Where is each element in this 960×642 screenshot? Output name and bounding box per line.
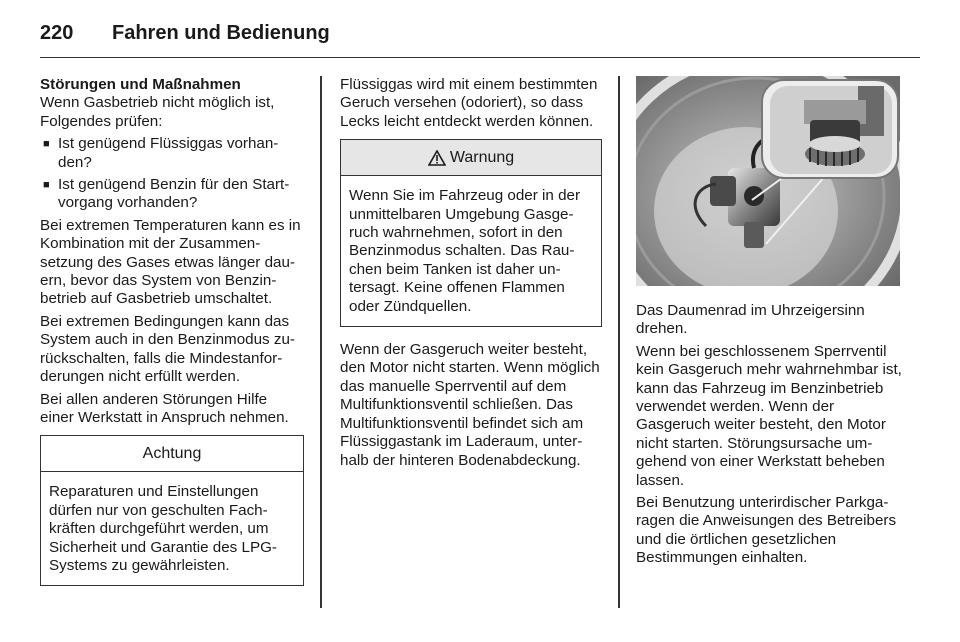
paragraph: Das Daumenrad im Uhrzeigersinn drehen. [636, 302, 865, 338]
column-middle [340, 76, 602, 474]
warning-text: Wenn Sie im Fahrzeug oder in der unmittelbaren Umgebung Gasgeruch wahrnehmen, sofort in den Benzinmodus schalten. Das Rauchen beim Tanken ist daher untersagt. Keine offenen Flammen oder Zündquellen. [349, 187, 581, 315]
page-number: 220 [40, 22, 74, 44]
page-header [40, 14, 920, 58]
warning-box [340, 139, 602, 327]
bullet-square-icon: ■ [43, 179, 50, 192]
valve-illustration [636, 76, 900, 286]
list-item: ■ Ist genügend Flüssiggas vorhanden? [43, 135, 279, 171]
column-right [636, 76, 904, 572]
list-item: ■ Ist genügend Benzin für den Startvorgang vorhanden? [43, 176, 290, 212]
paragraph: Bei allen anderen Störungen Hilfe einer Werkstatt in Anspruch nehmen. [40, 390, 289, 426]
caution-box [40, 435, 304, 586]
intro-text: Wenn Gasbetrieb nicht möglich ist, Folgendes prüfen: [40, 94, 275, 130]
caution-title: Achtung [41, 436, 303, 472]
paragraph: Wenn bei geschlossenem Sperrventil kein Gasgeruch mehr wahrnehmbar ist, kann das Fahrzeug im Benzinbetrieb verwendet werden. Wenn der Gasgeruch weiter besteht, den Motor nicht starten. Störungsursache umgehend von einer Werkstatt beheben lassen. [636, 342, 902, 489]
paragraph: Wenn der Gasgeruch weiter besteht, den Motor nicht starten. Wenn möglich das manuelle Sperrventil auf dem Multifunktionsventil schließen. Das Multifunktionsventil befindet sich am Flüssiggastank im Laderaum, unterhalb der hinteren Bodenabdeckung. [340, 341, 600, 469]
section-heading: Störungen und Maßnahmen [40, 76, 241, 93]
warning-title: Warnung [449, 148, 515, 166]
warning-triangle-icon [428, 150, 446, 166]
bullet-square-icon: ■ [43, 138, 50, 151]
column-left [40, 76, 304, 586]
warning-header [341, 140, 601, 176]
paragraph: Bei extremen Bedingungen kann das System auch in den Benzinmodus zurückschalten, falls die Mindestanforderungen nicht erfüllt werden. [40, 312, 295, 386]
paragraph: Flüssiggas wird mit einem bestimmten Geruch versehen (odoriert), so dass Lecks leicht entdeckt werden können. [340, 76, 598, 130]
paragraph: Bei extremen Temperaturen kann es in Kombination mit der Zusammensetzung des Gases etwas länger dauern, bevor das System von Benzinbetrieb auf Gasbetrieb umschaltet. [40, 216, 301, 308]
column-divider [320, 76, 322, 608]
check-list [40, 135, 304, 213]
caution-text: Reparaturen und Einstellungen dürfen nur von geschulten Fachkräften durchgeführt werden, um Sicherheit und Garantie des LPG-Systems zu gewährleisten. [49, 483, 277, 574]
column-divider [618, 76, 620, 608]
paragraph: Bei Benutzung unterirdischer Parkgaragen die Anweisungen des Betreibers und die örtlichen gesetzlichen Bestimmungen einhalten. [636, 494, 897, 567]
chapter-title: Fahren und Bedienung [112, 22, 330, 44]
